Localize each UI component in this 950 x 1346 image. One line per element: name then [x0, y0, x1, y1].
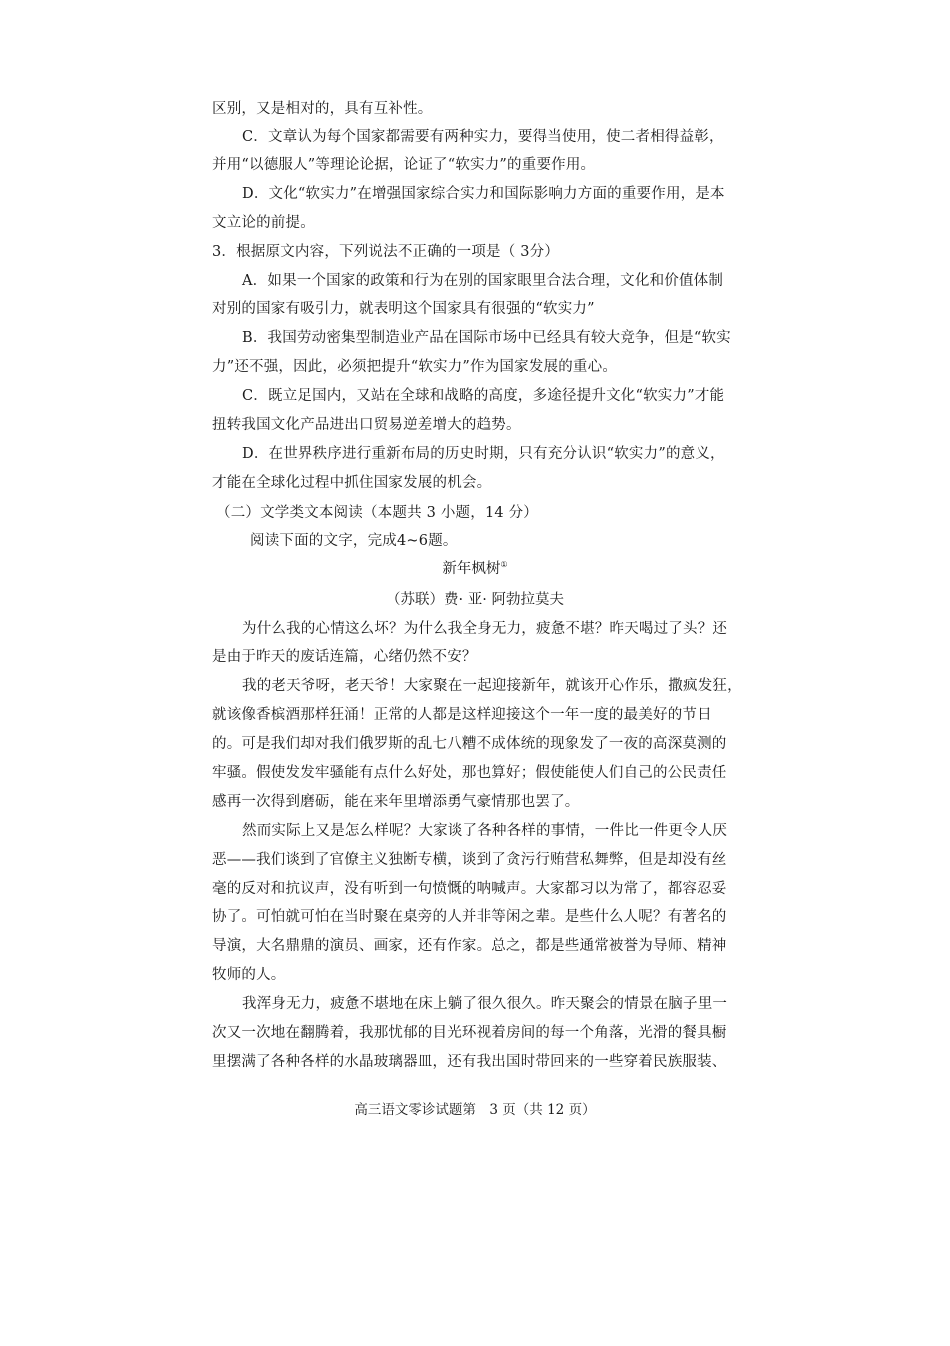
text-line: 区别，又是相对的，具有互补性。 — [212, 101, 433, 117]
text-line: 才能在全球化过程中抓住国家发展的机会。 — [212, 475, 492, 491]
option-d-line: D．文化“软实力”在增强国家综合实力和国际影响力方面的重要作用，是本 — [242, 186, 725, 202]
story-title — [0, 559, 950, 579]
paragraph-line: 恶——我们谈到了官僚主义独断专横，谈到了贪污行贿营私舞弊，但是却没有丝 — [212, 852, 727, 868]
question-3: 3．根据原文内容，下列说法不正确的一项是（ 3分） — [212, 244, 560, 260]
story-title-text: 新年枫树 — [442, 561, 501, 577]
option-c-line: C．既立足国内，又站在全球和战略的高度，多途径提升文化“软实力”才能 — [242, 388, 725, 404]
paragraph-line: 是由于昨天的废话连篇，心绪仍然不安？ — [212, 649, 477, 665]
story-author: （苏联）费· 亚· 阿勃拉莫夫 — [386, 592, 564, 608]
text-line: 并用“以德服人”等理论论据，论证了“软实力”的重要作用。 — [212, 157, 596, 173]
paragraph-line: 协了。可怕就可怕在当时聚在桌旁的人并非等闲之辈。是些什么人呢？有著名的 — [212, 909, 727, 925]
footnote-marker: ① — [500, 560, 508, 570]
option-c-line: C．文章认为每个国家都需要有两种实力，要得当使用，使二者相得益彰， — [242, 129, 724, 145]
page-footer: 高三语文零诊试题第 3 页（共 12 页） — [354, 1102, 596, 1118]
paragraph-line: 就该像香槟酒那样狂涌！正常的人都是这样迎接这个一年一度的最美好的节日 — [212, 707, 712, 723]
paragraph-line: 我浑身无力，疲惫不堪地在床上躺了很久很久。昨天聚会的情景在脑子里一 — [242, 996, 728, 1012]
paragraph-line: 次又一次地在翻腾着，我那忧郁的目光环视着房间的每一个角落，光滑的餐具橱 — [212, 1025, 727, 1041]
text-line: 对别的国家有吸引力，就表明这个国家具有很强的“软实力” — [212, 301, 595, 317]
paragraph-line: 里摆满了各种各样的水晶玻璃器皿，还有我出国时带回来的一些穿着民族服装、 — [212, 1054, 727, 1070]
text-line: 力”还不强，因此，必须把提升“软实力”作为国家发展的重心。 — [212, 359, 618, 375]
paragraph-line: 感再一次得到磨砺，能在来年里增添勇气豪情那也罢了。 — [212, 794, 580, 810]
paragraph-line: 为什么我的心情这么坏？为什么我全身无力，疲惫不堪？昨天喝过了头？还 — [242, 621, 728, 637]
text-line: 扭转我国文化产品进出口贸易逆差增大的趋势。 — [212, 417, 521, 433]
text-line: 文立论的前提。 — [212, 215, 315, 231]
paragraph-line: 牢骚。假使发发牢骚能有点什么好处，那也算好；假使能使人们自己的公民责任 — [212, 765, 727, 781]
paragraph-line: 毫的反对和抗议声，没有听到一句愤慨的呐喊声。大家都习以为常了，都容忍妥 — [212, 881, 727, 897]
paragraph-line: 的。可是我们却对我们俄罗斯的乱七八糟不成体统的现象发了一夜的高深莫测的 — [212, 736, 727, 752]
instruction-line: 阅读下面的文字，完成4~6题。 — [250, 533, 458, 549]
option-d-line: D．在世界秩序进行重新布局的历史时期，只有充分认识“软实力”的意义， — [242, 446, 725, 462]
paragraph-line: 然而实际上又是怎么样呢？大家谈了各种各样的事情，一件比一件更令人厌 — [242, 823, 728, 839]
paragraph-line: 导演，大名鼎鼎的演员、画家，还有作家。总之，都是些通常被誉为导师、精神 — [212, 938, 727, 954]
section-heading: （二）文学类文本阅读（本题共 3 小题，14 分） — [216, 505, 539, 521]
option-b-line: B．我国劳动密集型制造业产品在国际市场中已经具有较大竞争，但是“软实 — [242, 330, 731, 346]
paragraph-line: 牧师的人。 — [212, 967, 286, 983]
paragraph-line: 我的老天爷呀，老天爷！大家聚在一起迎接新年，就该开心作乐，撒疯发狂， — [242, 678, 742, 694]
option-a-line: A．如果一个国家的政策和行为在别的国家眼里合法合理，文化和价值体制 — [242, 273, 724, 289]
